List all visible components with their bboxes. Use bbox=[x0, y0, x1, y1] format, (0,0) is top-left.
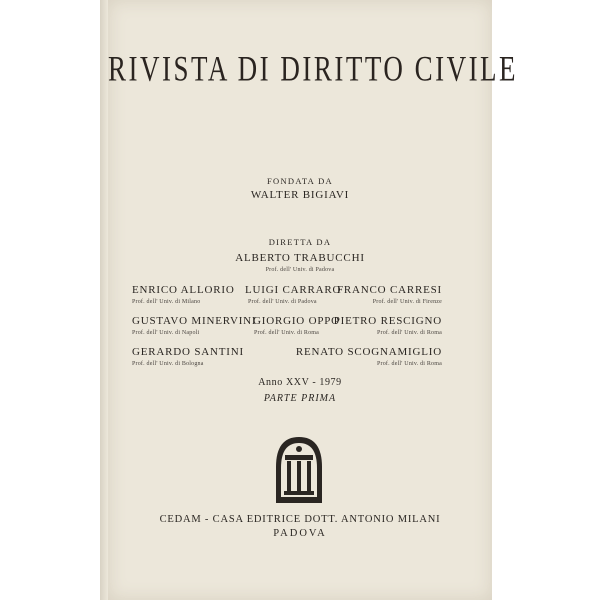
director-main-name: ALBERTO TRABUCCHI bbox=[235, 252, 365, 264]
editor-affiliation: Prof. dell' Univ. di Roma bbox=[376, 330, 442, 336]
editor-affiliation: Prof. dell' Univ. di Firenze bbox=[372, 299, 442, 305]
editor-name: GIORGIO OPPO bbox=[253, 315, 340, 327]
editor-name: PIETRO RESCIGNO bbox=[333, 315, 442, 327]
cedam-emblem-icon bbox=[270, 433, 328, 505]
editor-name: RENATO SCOGNAMIGLIO bbox=[295, 346, 442, 358]
founded-label: FONDATA DA bbox=[267, 176, 333, 186]
year-line: Anno XXV - 1979 bbox=[258, 377, 342, 388]
publisher-name: CEDAM - CASA EDITRICE DOTT. ANTONIO MILANI bbox=[159, 514, 441, 525]
editor-name: GERARDO SANTINI bbox=[132, 346, 244, 358]
founder-name: WALTER BIGIAVI bbox=[250, 189, 350, 201]
editor-affiliation: Prof. dell' Univ. di Napoli bbox=[132, 330, 200, 336]
page-edge-shadow bbox=[100, 0, 108, 600]
editor-affiliation: Prof. dell' Univ. di Roma bbox=[254, 330, 320, 336]
editor-affiliation: Prof. dell' Univ. di Milano bbox=[132, 299, 201, 305]
part-label: PARTE PRIMA bbox=[263, 393, 337, 404]
editor-name: LUIGI CARRARO bbox=[245, 284, 342, 296]
title-page bbox=[108, 0, 519, 600]
journal-title: RIVISTA DI DIRITTO CIVILE bbox=[108, 48, 519, 89]
directed-label: DIRETTA DA bbox=[268, 237, 332, 247]
editor-affiliation: Prof. dell' Univ. di Roma bbox=[376, 361, 442, 367]
editor-affiliation: Prof. dell' Univ. di Bologna bbox=[132, 361, 204, 367]
editor-affiliation: Prof. dell' Univ. di Padova bbox=[248, 299, 317, 305]
editor-name: GUSTAVO MINERVINI bbox=[132, 315, 257, 327]
editor-name: FRANCO CARRESI bbox=[336, 284, 442, 296]
director-main-affiliation: Prof. dell' Univ. di Padova bbox=[265, 267, 335, 273]
editor-name: ENRICO ALLORIO bbox=[132, 284, 235, 296]
publisher-city: PADOVA bbox=[273, 528, 327, 539]
